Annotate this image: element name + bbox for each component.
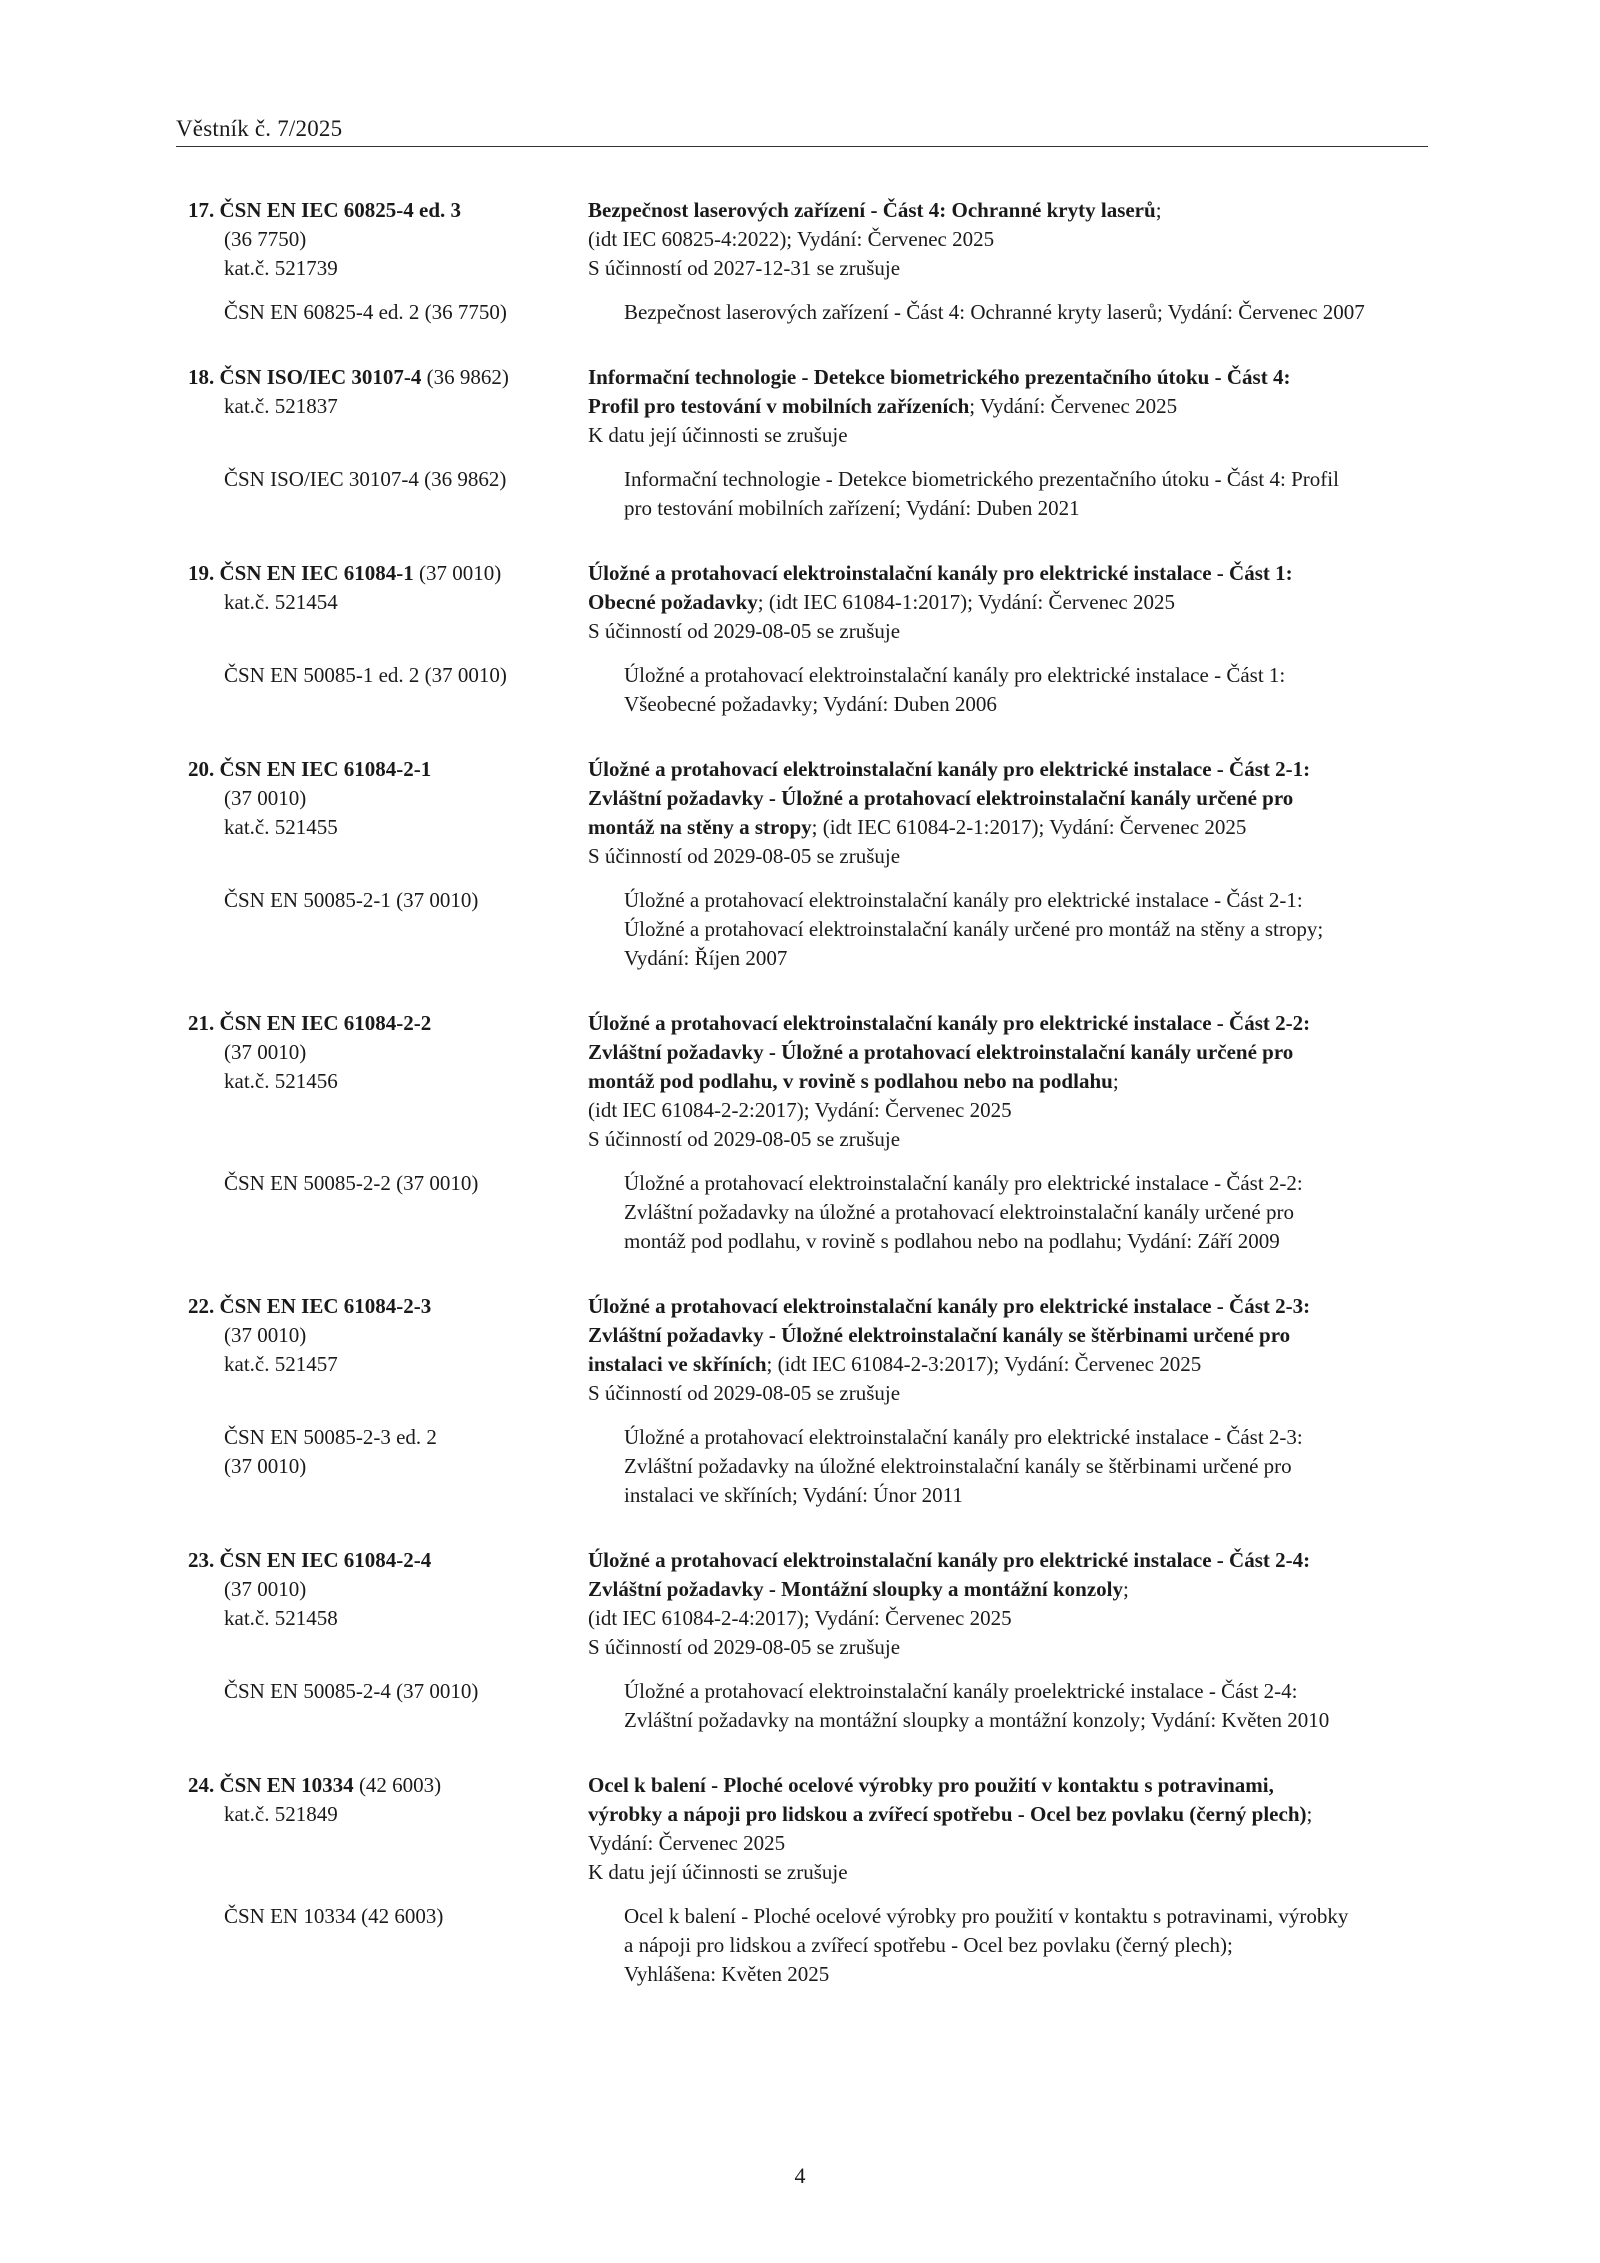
text-line [588, 254, 1428, 283]
text-line [588, 1633, 1428, 1662]
standard-row [188, 755, 1428, 871]
text-line [588, 1321, 1428, 1350]
text-line [624, 1960, 1428, 1989]
standard-row [188, 1009, 1428, 1154]
text-line [624, 1677, 1428, 1706]
text-line [624, 886, 1428, 915]
bold-text: Zvláštní požadavky - Úložné elektroinstalační kanály se štěrbinami určené pro [588, 1323, 1291, 1347]
text: ; [1123, 1577, 1129, 1601]
text-line [224, 1169, 624, 1198]
text: ČSN EN 50085-2-4 (37 0010) [224, 1679, 479, 1703]
text-line [624, 1931, 1428, 1960]
bold-text: Zvláštní požadavky - Montážní sloupky a montážní konzoly [588, 1577, 1124, 1601]
text: ČSN EN 10334 (42 6003) [224, 1904, 444, 1928]
standard-entry [188, 196, 1428, 327]
replaced-standard-row [188, 1423, 1428, 1510]
replaced-standard-designation [188, 298, 624, 327]
standard-row [188, 559, 1428, 646]
bulletin-title: Věstník č. 7/2025 [176, 116, 343, 141]
text: (37 0010) [224, 786, 307, 810]
bold-text: 20. ČSN EN IEC 61084-2-1 [188, 757, 432, 781]
text-line [188, 784, 588, 813]
text-line [188, 225, 588, 254]
text-line [624, 661, 1428, 690]
text: ČSN EN 50085-2-2 (37 0010) [224, 1171, 479, 1195]
text: (37 0010) [224, 1454, 307, 1478]
text: S účinností od 2029-08-05 se zrušuje [588, 1381, 901, 1405]
text-line [188, 1038, 588, 1067]
replaced-standard-title [624, 661, 1428, 719]
text-line [624, 494, 1428, 523]
text: (42 6003) [353, 1773, 442, 1797]
standard-title [588, 559, 1428, 646]
text-line [588, 617, 1428, 646]
bold-text: 17. ČSN EN IEC 60825-4 ed. 3 [188, 198, 462, 222]
text-line [188, 1067, 588, 1096]
text-line [624, 690, 1428, 719]
replaced-standard-title [624, 1423, 1428, 1510]
text: K datu její účinnosti se zrušuje [588, 1860, 848, 1884]
text-line [588, 1604, 1428, 1633]
text-line [188, 1800, 588, 1829]
text: Ocel k balení - Ploché ocelové výrobky pro použití v kontaktu s potravinami, výrobky [624, 1904, 1349, 1928]
bold-text: výrobky a nápoji pro lidskou a zvířecí spotřebu - Ocel bez povlaku (černý plech) [588, 1802, 1307, 1826]
text: (idt IEC 60825-4:2022); Vydání: Červenec 2025 [588, 227, 995, 251]
standard-title [588, 1546, 1428, 1662]
replaced-standard-designation [188, 886, 624, 973]
text-line [588, 1038, 1428, 1067]
text: Vydání: Říjen 2007 [624, 946, 788, 970]
text: ČSN EN 50085-1 ed. 2 (37 0010) [224, 663, 507, 687]
text-line [588, 1096, 1428, 1125]
text: (37 0010) [224, 1323, 307, 1347]
text-line [224, 1423, 624, 1452]
text-line [188, 254, 588, 283]
bold-text: montáž pod podlahu, v rovině s podlahou nebo na podlahu [588, 1069, 1113, 1093]
page-number: 4 [794, 2163, 806, 2188]
bold-text: Úložné a protahovací elektroinstalační kanály pro elektrické instalace - Část 1: [588, 561, 1293, 585]
standard-designation [188, 1009, 588, 1154]
text: ; Vydání: Červenec 2025 [969, 394, 1178, 418]
text-line [188, 559, 588, 588]
text: a nápoji pro lidskou a zvířecí spotřebu - Ocel bez povlaku (černý plech); [624, 1933, 1233, 1957]
replaced-standard-row [188, 1169, 1428, 1256]
text-line [624, 1452, 1428, 1481]
bold-text: Úložné a protahovací elektroinstalační kanály pro elektrické instalace - Část 2-2: [588, 1011, 1311, 1035]
text: S účinností od 2029-08-05 se zrušuje [588, 619, 901, 643]
text: (idt IEC 61084-2-2:2017); Vydání: Červenec 2025 [588, 1098, 1012, 1122]
bold-text: 23. ČSN EN IEC 61084-2-4 [188, 1548, 432, 1572]
text-line [588, 1350, 1428, 1379]
text-line [224, 1677, 624, 1706]
text: kat.č. 521837 [224, 394, 338, 418]
text: Úložné a protahovací elektroinstalační kanály pro elektrické instalace - Část 2-2: [624, 1171, 1303, 1195]
text: pro testování mobilních zařízení; Vydání: Duben 2021 [624, 496, 1080, 520]
text-line [224, 1902, 624, 1931]
standard-entry [188, 1771, 1428, 1989]
standard-designation [188, 1292, 588, 1408]
text-line [224, 465, 624, 494]
text: Všeobecné požadavky; Vydání: Duben 2006 [624, 692, 997, 716]
standard-designation [188, 1771, 588, 1887]
text-line [188, 392, 588, 421]
text: ; [1306, 1802, 1313, 1826]
text: (37 0010) [224, 1040, 307, 1064]
text: ČSN EN 50085-2-1 (37 0010) [224, 888, 479, 912]
text: Zvláštní požadavky na montážní sloupky a montážní konzoly; Vydání: Květen 2010 [624, 1708, 1330, 1732]
text: Bezpečnost laserových zařízení - Část 4: Ochranné kryty laserů; Vydání: Červenec 2007 [624, 300, 1365, 324]
text-line [624, 1227, 1428, 1256]
text: kat.č. 521458 [224, 1606, 338, 1630]
text: ; [1112, 1069, 1119, 1093]
text-line [624, 1198, 1428, 1227]
text: S účinností od 2029-08-05 se zrušuje [588, 1635, 901, 1659]
bold-text: Profil pro testování v mobilních zařízeních [588, 394, 970, 418]
text-line [624, 1706, 1428, 1735]
text-line [188, 363, 588, 392]
standard-title [588, 196, 1428, 283]
text-line [224, 661, 624, 690]
text: ; [1155, 198, 1162, 222]
text: instalaci ve skříních; Vydání: Únor 2011 [624, 1483, 963, 1507]
page-header [176, 112, 1428, 147]
text-line [188, 1575, 588, 1604]
text-line [188, 588, 588, 617]
replaced-standard-row [188, 886, 1428, 973]
text-line [588, 225, 1428, 254]
text-line [624, 1169, 1428, 1198]
standard-row [188, 1292, 1428, 1408]
text-line [588, 1379, 1428, 1408]
bold-text: Úložné a protahovací elektroinstalační kanály pro elektrické instalace - Část 2-4: [588, 1548, 1311, 1572]
standard-title [588, 755, 1428, 871]
text-line [588, 784, 1428, 813]
text-line [188, 1546, 588, 1575]
text: ; (idt IEC 61084-2-3:2017); Vydání: Červenec 2025 [766, 1352, 1202, 1376]
bold-text: Zvláštní požadavky - Úložné a protahovací elektroinstalační kanály určené pro [588, 786, 1294, 810]
text-line [224, 298, 624, 327]
replaced-standard-row [188, 661, 1428, 719]
bold-text: montáž na stěny a stropy [588, 815, 812, 839]
text-line [224, 1452, 624, 1481]
text-line [588, 1800, 1428, 1829]
replaced-standard-designation [188, 1423, 624, 1510]
bold-text: Úložné a protahovací elektroinstalační kanály pro elektrické instalace - Část 2-1: [588, 757, 1311, 781]
bold-text: Bezpečnost laserových zařízení - Část 4: Ochranné kryty laserů [588, 198, 1156, 222]
text: Zvláštní požadavky na úložné a protahovací elektroinstalační kanály určené pro [624, 1200, 1294, 1224]
bold-text: Úložné a protahovací elektroinstalační kanály pro elektrické instalace - Část 2-3: [588, 1294, 1311, 1318]
bold-text: Obecné požadavky [588, 590, 758, 614]
standard-title [588, 363, 1428, 450]
text-line [588, 1575, 1428, 1604]
text: kat.č. 521455 [224, 815, 338, 839]
bold-text: Ocel k balení - Ploché ocelové výrobky pro použití v kontaktu s potravinami, [588, 1773, 1274, 1797]
text: S účinností od 2027-12-31 se zrušuje [588, 256, 901, 280]
bold-text: instalaci ve skříních [588, 1352, 767, 1376]
bold-text: 22. ČSN EN IEC 61084-2-3 [188, 1294, 432, 1318]
standard-designation [188, 755, 588, 871]
standard-title [588, 1009, 1428, 1154]
standard-designation [188, 363, 588, 450]
text-line [588, 813, 1428, 842]
text-line [624, 298, 1428, 327]
standard-title [588, 1771, 1428, 1887]
text: S účinností od 2029-08-05 se zrušuje [588, 844, 901, 868]
standard-entry [188, 1292, 1428, 1510]
standard-designation [188, 196, 588, 283]
text-line [624, 944, 1428, 973]
text-line [588, 588, 1428, 617]
text-line [588, 363, 1428, 392]
replaced-standard-row [188, 1902, 1428, 1989]
text: kat.č. 521739 [224, 256, 338, 280]
replaced-standard-designation [188, 1902, 624, 1989]
standard-title [588, 1292, 1428, 1408]
text-line [624, 915, 1428, 944]
text-line [624, 1481, 1428, 1510]
text-line [588, 1125, 1428, 1154]
standard-row [188, 1771, 1428, 1887]
text: K datu její účinnosti se zrušuje [588, 423, 848, 447]
text-line [624, 1423, 1428, 1452]
bold-text: Zvláštní požadavky - Úložné a protahovací elektroinstalační kanály určené pro [588, 1040, 1294, 1064]
bold-text: 19. ČSN EN IEC 61084-1 [188, 561, 414, 585]
text-line [588, 1546, 1428, 1575]
standard-row [188, 196, 1428, 283]
replaced-standard-title [624, 298, 1428, 327]
standard-entry [188, 1546, 1428, 1735]
text-line [188, 813, 588, 842]
text: kat.č. 521454 [224, 590, 338, 614]
text-line [588, 1858, 1428, 1887]
text-line [188, 1604, 588, 1633]
text: Úložné a protahovací elektroinstalační kanály určené pro montáž na stěny a stropy; [624, 917, 1324, 941]
text: ČSN EN 50085-2-3 ed. 2 [224, 1425, 437, 1449]
text: (36 7750) [224, 227, 307, 251]
standard-designation [188, 559, 588, 646]
text-line [188, 1321, 588, 1350]
text-line [188, 196, 588, 225]
text-line [188, 1350, 588, 1379]
text-line [188, 1009, 588, 1038]
replaced-standard-row [188, 1677, 1428, 1735]
text: Vyhlášena: Květen 2025 [624, 1962, 830, 1986]
text: kat.č. 521457 [224, 1352, 338, 1376]
text: montáž pod podlahu, v rovině s podlahou nebo na podlahu; Vydání: Září 2009 [624, 1229, 1280, 1253]
replaced-standard-title [624, 886, 1428, 973]
standard-designation [188, 1546, 588, 1662]
text: S účinností od 2029-08-05 se zrušuje [588, 1127, 901, 1151]
text: ; (idt IEC 61084-1:2017); Vydání: Červenec 2025 [757, 590, 1175, 614]
text-line [188, 755, 588, 784]
text: Úložné a protahovací elektroinstalační kanály pro elektrické instalace - Část 1: [624, 663, 1286, 687]
bold-text: 21. ČSN EN IEC 61084-2-2 [188, 1011, 432, 1035]
text-line [588, 392, 1428, 421]
text: ČSN ISO/IEC 30107-4 (36 9862) [224, 467, 507, 491]
replaced-standard-row [188, 465, 1428, 523]
standard-entry [188, 755, 1428, 973]
replaced-standard-row [188, 298, 1428, 327]
text: kat.č. 521456 [224, 1069, 338, 1093]
text-line [588, 842, 1428, 871]
text-line [588, 559, 1428, 588]
text-line [224, 886, 624, 915]
text-line [588, 1829, 1428, 1858]
standard-row [188, 363, 1428, 450]
text-line [624, 1902, 1428, 1931]
bold-text: 24. ČSN EN 10334 [188, 1773, 354, 1797]
text: Úložné a protahovací elektroinstalační kanály pro elektrické instalace - Část 2-1: [624, 888, 1303, 912]
text-line [588, 1009, 1428, 1038]
standard-entry [188, 363, 1428, 523]
standards-list [188, 196, 1428, 2025]
replaced-standard-title [624, 1902, 1428, 1989]
text: Zvláštní požadavky na úložné elektroinstalační kanály se štěrbinami určené pro [624, 1454, 1292, 1478]
text: (37 0010) [413, 561, 502, 585]
text: (idt IEC 61084-2-4:2017); Vydání: Červenec 2025 [588, 1606, 1012, 1630]
text-line [588, 1067, 1428, 1096]
replaced-standard-title [624, 465, 1428, 523]
standard-row [188, 1546, 1428, 1662]
replaced-standard-designation [188, 465, 624, 523]
standard-entry [188, 1009, 1428, 1256]
text: (37 0010) [224, 1577, 307, 1601]
bold-text: Informační technologie - Detekce biometrického prezentačního útoku - Část 4: [588, 365, 1291, 389]
text-line [188, 1292, 588, 1321]
text-line [588, 421, 1428, 450]
text-line [588, 1771, 1428, 1800]
text: (36 9862) [421, 365, 509, 389]
text-line [188, 1771, 588, 1800]
text: Úložné a protahovací elektroinstalační kanály proelektrické instalace - Část 2-4: [624, 1679, 1298, 1703]
text-line [624, 465, 1428, 494]
bold-text: 18. ČSN ISO/IEC 30107-4 [188, 365, 422, 389]
standard-entry [188, 559, 1428, 719]
text: ; (idt IEC 61084-2-1:2017); Vydání: Červenec 2025 [811, 815, 1247, 839]
text-line [588, 196, 1428, 225]
replaced-standard-designation [188, 1677, 624, 1735]
text: Úložné a protahovací elektroinstalační kanály pro elektrické instalace - Část 2-3: [624, 1425, 1303, 1449]
replaced-standard-designation [188, 1169, 624, 1256]
text: Vydání: Červenec 2025 [588, 1831, 786, 1855]
text: ČSN EN 60825-4 ed. 2 (36 7750) [224, 300, 507, 324]
text: Informační technologie - Detekce biometrického prezentačního útoku - Část 4: Profil [624, 467, 1339, 491]
text: kat.č. 521849 [224, 1802, 338, 1826]
text-line [588, 1292, 1428, 1321]
replaced-standard-designation [188, 661, 624, 719]
replaced-standard-title [624, 1677, 1428, 1735]
replaced-standard-title [624, 1169, 1428, 1256]
text-line [588, 755, 1428, 784]
